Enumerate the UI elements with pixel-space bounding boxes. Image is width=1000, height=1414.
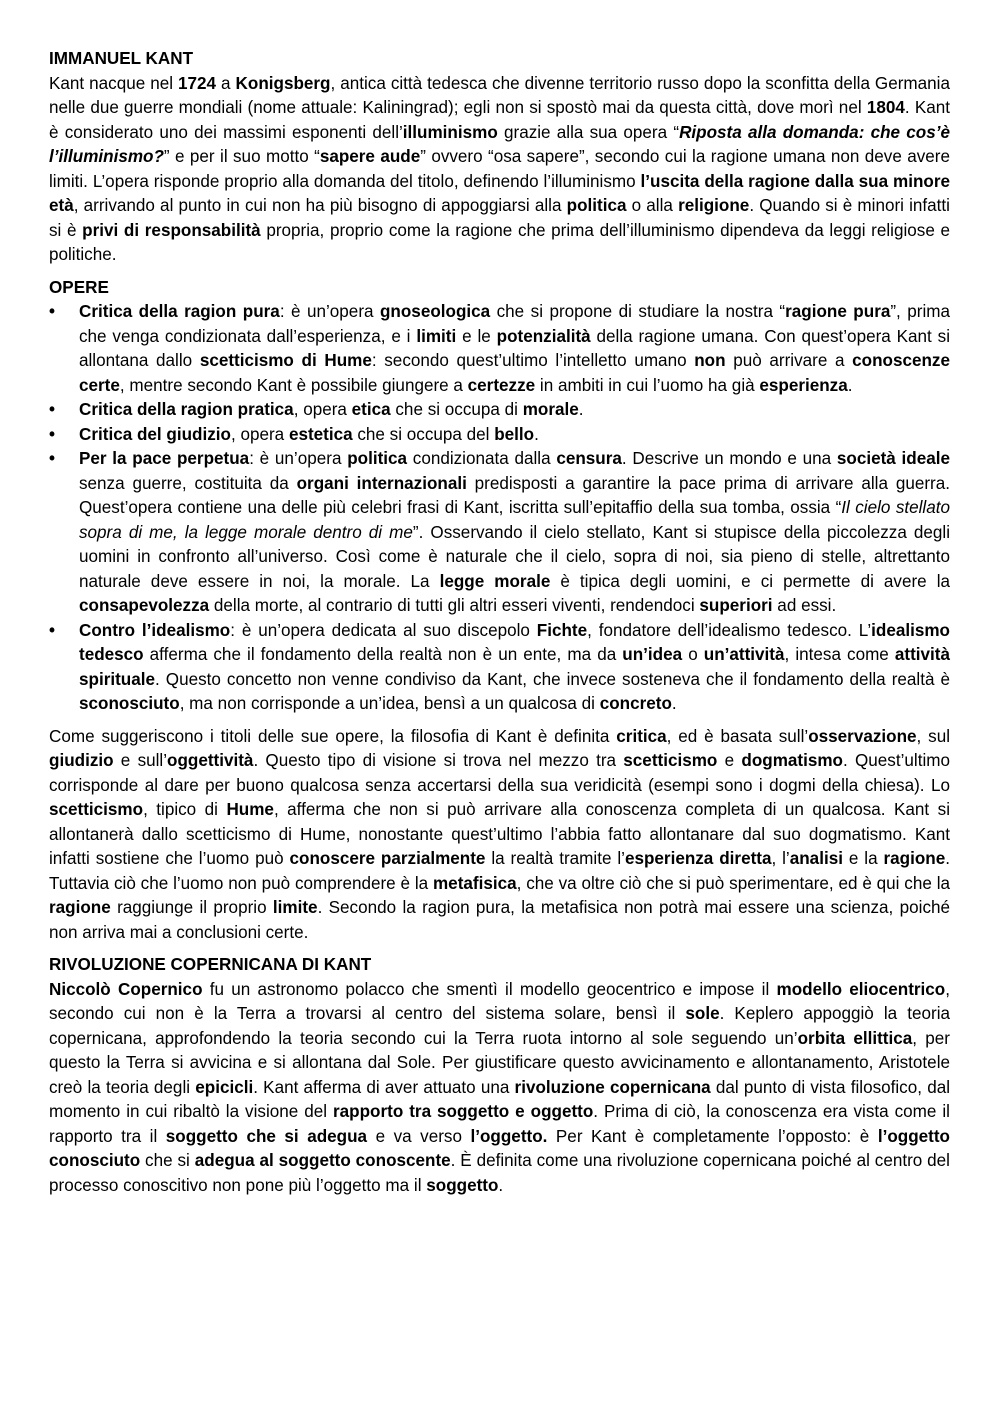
section-title-kant: IMMANUEL KANT	[49, 49, 194, 68]
critica-paragraph: Come suggeriscono i titoli delle sue opere, la filosofia di Kant è definita critica, ed è basata sull’osservazione, sul giudizio e sull’oggettività. Questo tipo di visione si trova nel mezzo tra scetticismo e dogmatismo. Quest’ultimo corrisponde al dare per buono qualcosa senza accertarsi della sua veridicità (esempi sono i dogmi della chiesa). Lo scetticismo, tipico di Hume, afferma che non si può arrivare alla conoscenza completa di un qualcosa. Kant si allontanerà dallo scetticismo di Hume, nonostante quest’ultimo l’abbia fatto allontanare dal suo dogmatismo. Kant infatti sostiene che l’uomo può conoscere parzialmente la realtà tramite l’esperienza diretta, l’analisi e la ragione. Tuttavia ciò che l’uomo non può comprendere è la metafisica, che va oltre ciò che si può sperimentare, ed è qui che la ragione raggiunge il proprio limite. Secondo la ragion pura, la metafisica non potrà mai essere una scienza, poiché non arriva mai a conclusioni certe.	[49, 726, 951, 942]
bullet-icon: •	[49, 449, 55, 468]
bullet-icon: •	[49, 620, 55, 640]
list-item: • Critica della ragion pratica, opera etica che si occupa di morale.	[49, 398, 950, 423]
kant-intro-paragraph: Kant nacque nel 1724 a Konigsberg, antica città tedesca che divenne territorio russo dopo la sconfitta della Germania nelle due guerre mondiali (nome attuale: Kaliningrad); egli non si spostò mai da questa città, dove morì nel 1804. Kant è considerato uno dei massimi esponenti dell’illuminismo grazie alla sua opera “Riposta alla domanda: che cos’è l’illuminismo?” e per il suo motto “sapere aude” ovvero “osa sapere”, secondo cui la ragione umana non deve avere limiti. L’opera risponde proprio alla domanda del titolo, definendo l’illuminismo l’uscita della ragione dalla sua minore età, arrivando al punto in cui non ha più bisogno di appoggiarsi alla politica o alla religione. Quando si è minori infatti si è privi di responsabilità propria, proprio come la ragione che prima dell’illuminismo dipendeva da leggi religiose e politiche.	[49, 73, 951, 264]
list-item: • Critica della ragion pura: è un’opera gnoseologica che si propone di studiare la nostra “ragione pura”, prima che venga condizionata dall’esperienza, e i limiti e le potenzialità della ragione umana. Con quest’opera Kant si allontana dallo scetticismo di Hume: secondo quest’ultimo l’intelletto umano non può arrivare a conoscenze certe, mentre secondo Kant è possibile giungere a certezze in ambiti in cui l’uomo ha già esperienza.	[49, 302, 951, 395]
list-item: • Per la pace perpetua: è un’opera politica condizionata dalla censura. Descrive un mondo e una società ideale senza guerre, costituita da organi internazionali predisposti a garantire la pace prima di arrivare alla guerra. Quest’opera contiene una delle più celebri frasi di Kant, iscritta sull’epitaffio della sua tomba, ossia “Il cielo stellato sopra di me, la legge morale dentro di me”. Osservando il cielo stellato, Kant si stupisce della piccolezza degli uomini in confronto all’universo. Così come è naturale che il cielo, sopra di noi, sia pieno di stelle, altrettanto naturale deve essere in noi, la morale. La legge morale è tipica degli uomini, e ci permette di avere la consapevolezza della morte, al contrario di tutti gli altri esseri viventi, rendendoci superiori ad essi.	[49, 449, 951, 615]
bullet-icon: •	[49, 400, 55, 419]
rivoluzione-paragraph: Niccolò Copernico fu un astronomo polacco che smentì il modello geocentrico e impose il modello eliocentrico, secondo cui non è la Terra a trovarsi al centro del sistema solare, bensì il sole. Keplero appoggiò la teoria copernicana, approfondendo la teoria secondo cui la Terra ruota intorno al sole seguendo un’orbita ellittica, per questo la Terra si avvicina e si allontana dal Sole. Per giustificare questo avvicinamento e allontanamento, Aristotele creò la teoria degli epicicli. Kant afferma di aver attuato una rivoluzione copernicana dal punto di vista filosofico, dal momento in cui ribaltò la visione del rapporto tra soggetto e oggetto. Prima di ciò, la conoscenza era vista come il rapporto tra il soggetto che si adegua e va verso l’oggetto. Per Kant è completamente l’opposto: è l’oggetto conosciuto che si adegua al soggetto conoscente. È definita come una rivoluzione copernicana poiché al centro del processo conoscitivo non pone più l’oggetto ma il soggetto.	[49, 979, 951, 1195]
section-title-rivoluzione: RIVOLUZIONE COPERNICANA DI KANT	[49, 955, 372, 974]
section-title-opere: OPERE	[49, 277, 109, 297]
list-item: • Contro l’idealismo: è un’opera dedicata al suo discepolo Fichte, fondatore dell’idealismo tedesco. L’idealismo tedesco afferma che il fondamento della realtà non è un ente, ma da un’idea o un’attività, intesa come attività spirituale. Questo concetto non venne condiviso da Kant, che invece sosteneva che il fondamento della realtà è sconosciuto, ma non corrisponde a un’idea, bensì a un qualcosa di concreto.	[49, 620, 950, 713]
list-item: • Critica del giudizio, opera estetica che si occupa del bello.	[49, 423, 950, 448]
opere-list	[49, 300, 950, 717]
bullet-icon: •	[49, 424, 55, 444]
bullet-icon: •	[49, 302, 55, 321]
